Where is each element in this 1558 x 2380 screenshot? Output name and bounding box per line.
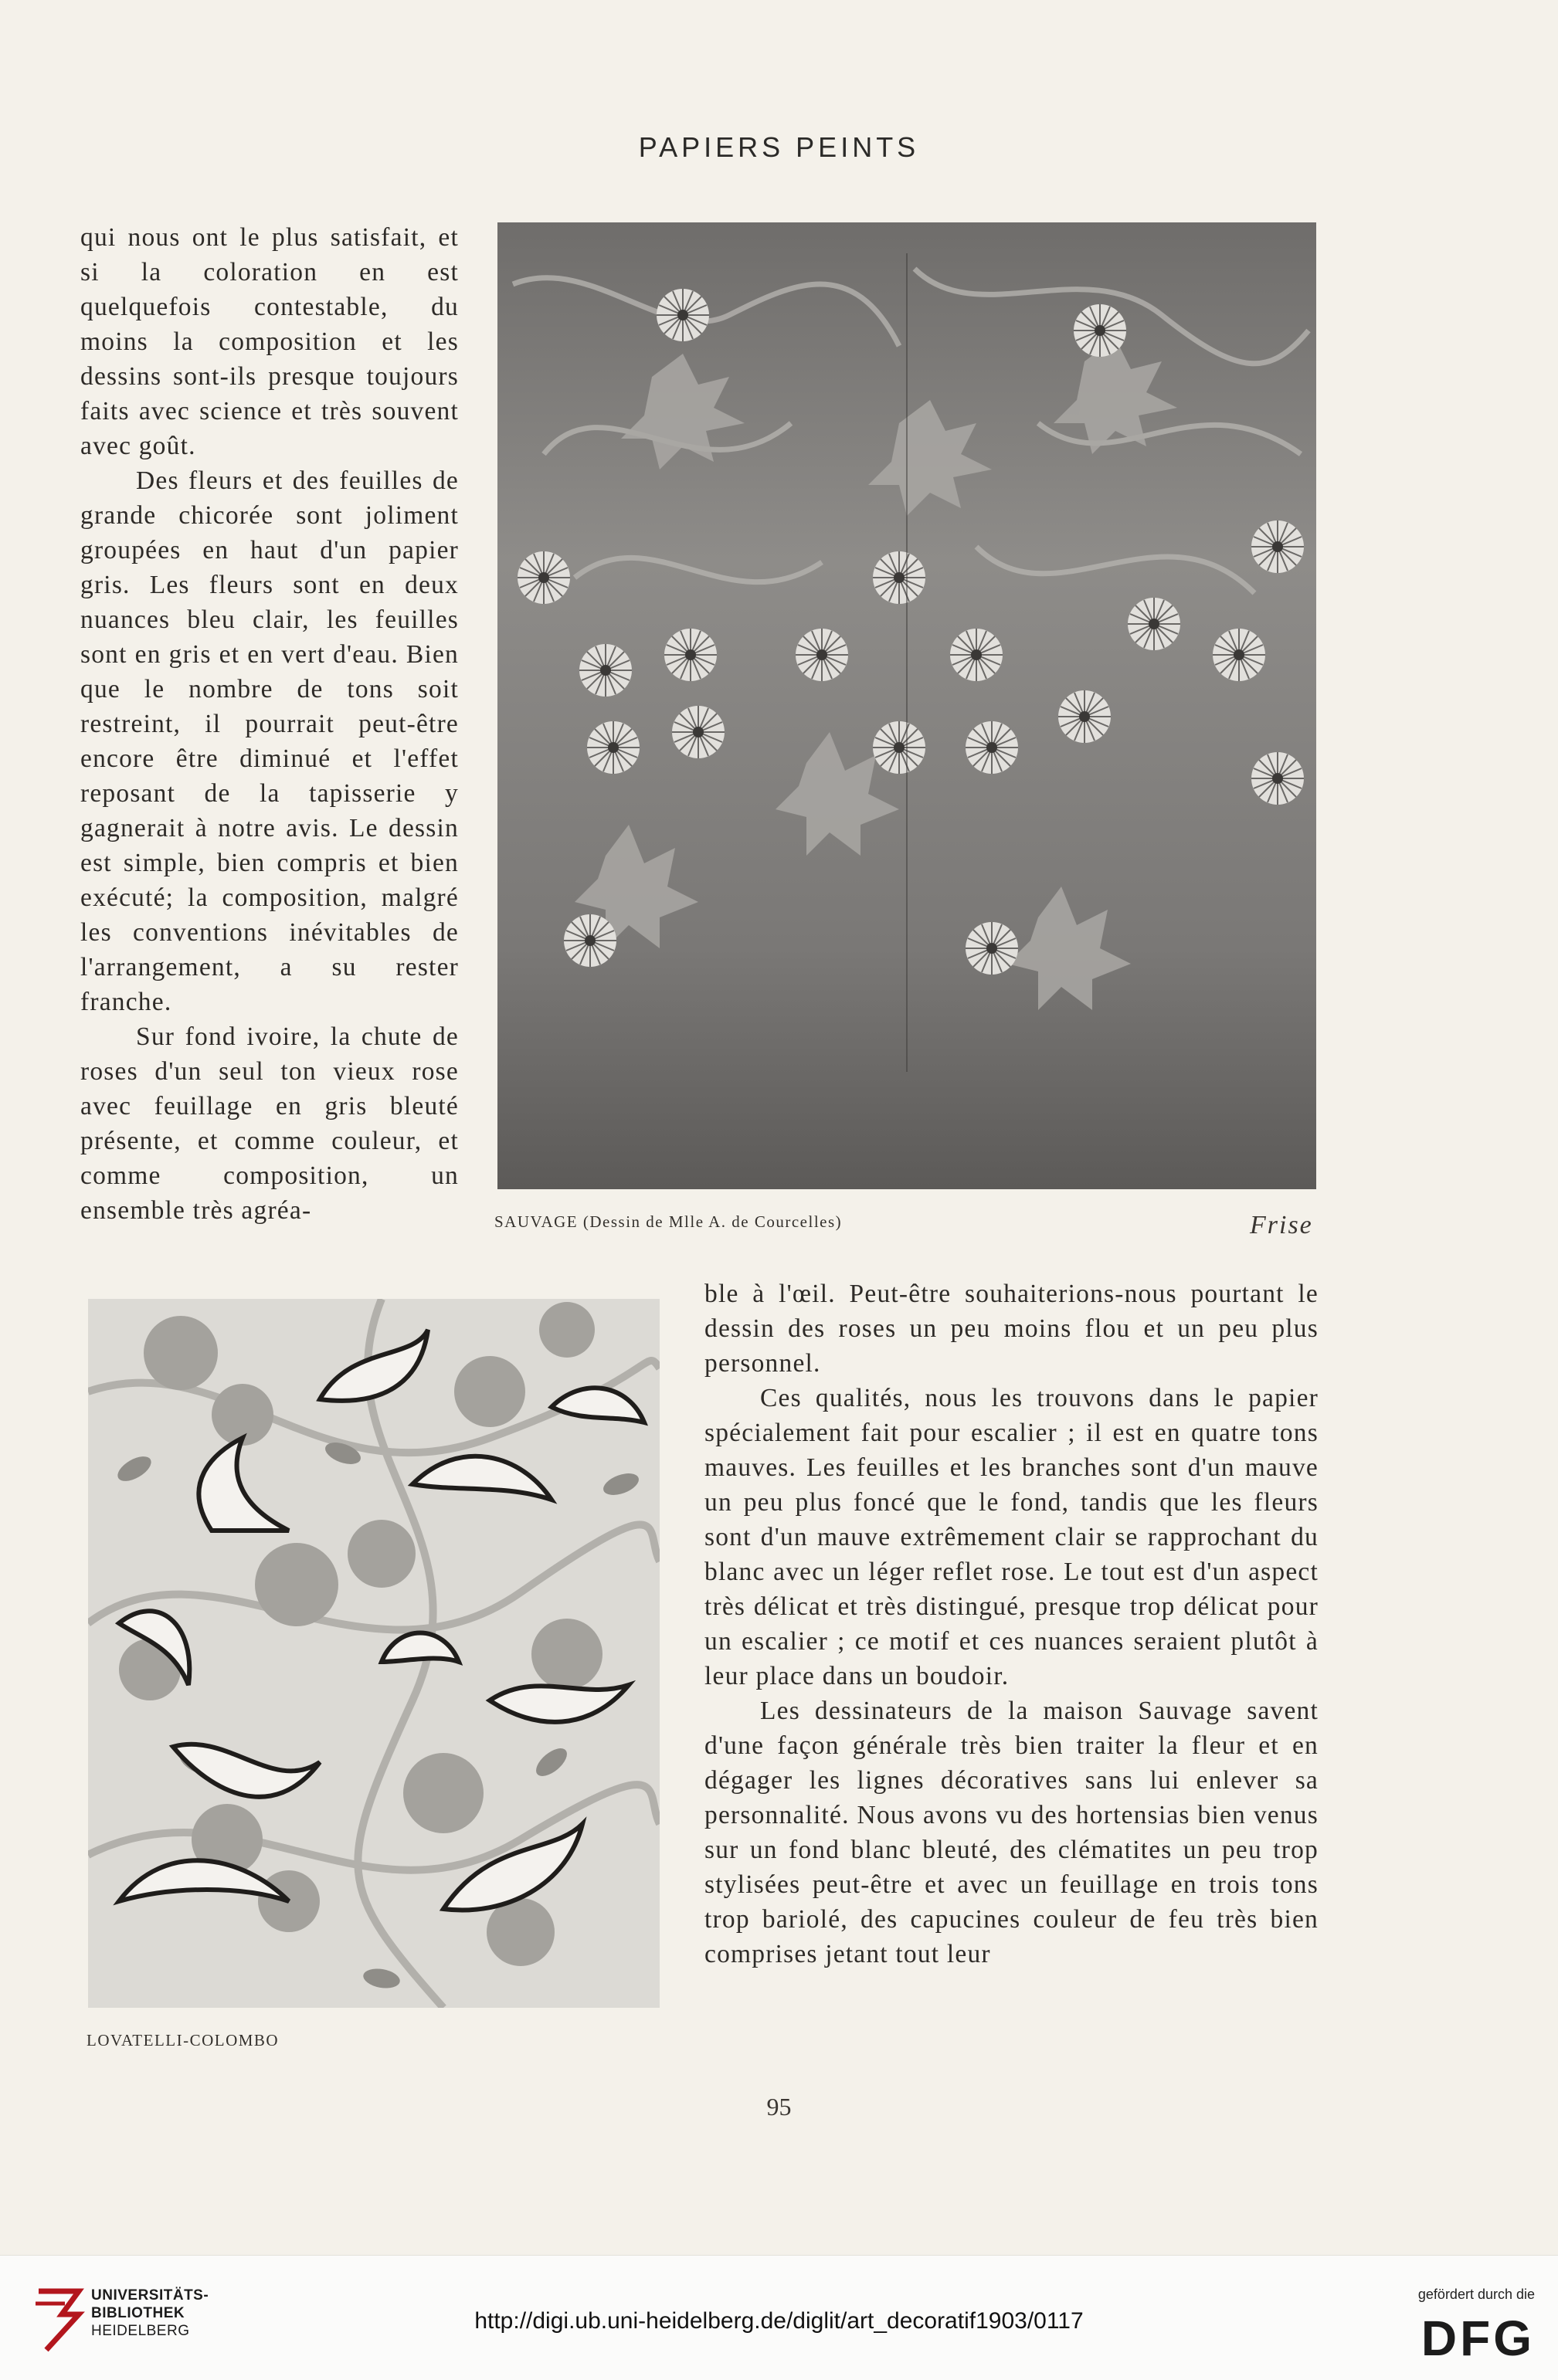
left-paragraph-3: Sur fond ivoire, la chute de roses d'un seul ton vieux rose avec feuillage en gris bleuté présente, et comme couleur, et comme composition, un ensemble très agréa- [80,1022,459,1225]
right-paragraph-2: Ces qualités, nous les trouvons dans le papier spécialement fait pour escalier ; il est en quatre tons mauves. Les feuilles et les branches sont d'un mauve un peu plus foncé que le fond, tandis que les fleurs sont d'un mauve extrêmement clair se rapprochant du blanc avec un léger reflet rose. Le tout est d'un aspect très délicat et très distingué, presque trop délicat pour un escalier ; ce motif et ces nuances seraient plutôt à leur place dans un boudoir. [704,1384,1319,1690]
frieze-caption: SAUVAGE (Dessin de Mlle A. de Courcelles) [494,1212,843,1231]
roses-wallpaper-illustration [88,1299,660,2008]
right-text-column [704,1276,1319,1971]
left-text-column [80,220,459,1228]
permalink-url[interactable]: http://digi.ub.uni-heidelberg.de/diglit/art_decoratif1903/0117 [474,2308,1084,2334]
frieze-label: Frise [1250,1211,1313,1239]
right-paragraph-1: ble à l'œil. Peut-être souhaiterions-nous pourtant le dessin des roses un peu moins flou et un peu plus personnel. [704,1280,1319,1378]
dfg-logo-icon[interactable]: DFG [1421,2310,1535,2366]
library-line-3: HEIDELBERG [91,2323,190,2339]
running-header: PAPIERS PEINTS [638,131,920,163]
page-number: 95 [766,2093,792,2121]
roses-caption: LOVATELLI-COLOMBO [87,2031,280,2049]
frieze-illustration [497,222,1316,1189]
left-paragraph-1: qui nous ont le plus satisfait, et si la coloration en est quelquefois contestable, du moins la composition et les dessins sont-ils presque toujours faits avec science et très souvent avec goût. [80,223,459,460]
left-paragraph-2: Des fleurs et des feuilles de grande chicorée sont joliment groupées en haut d'un papier gris. Les fleurs sont en deux nuances bleu clair, les feuilles sont en gris et en vert d'eau. Bien que le nombre de tons soit restreint, il pourrait peut-être encore être diminué et l'effet reposant de la tapisserie y gagnerait à notre avis. Le dessin est simple, bien compris et bien exécuté; la composition, malgré les conventions inévitables de l'arrangement, a su rester franche. [80,466,459,1016]
funded-by-label: gefördert durch die [1417,2287,1535,2302]
digitization-footer [0,2255,1558,2380]
library-line-2: BIBLIOTHEK [91,2305,185,2321]
right-paragraph-3: Les dessinateurs de la maison Sauvage savent d'une façon générale très bien traiter la fleur et en dégager les lignes décoratives sans lui enlever sa personnalité. Nous avons vu des hortensias bien venus sur un fond blanc bleuté, des clématites un peu trop stylisées peut-être et avec un feuillage en trois tons trop bariolé, des capucines couleur de feu très bien comprises jetant tout leur [704,1697,1319,1968]
library-line-1: UNIVERSITÄTS- [91,2287,209,2304]
